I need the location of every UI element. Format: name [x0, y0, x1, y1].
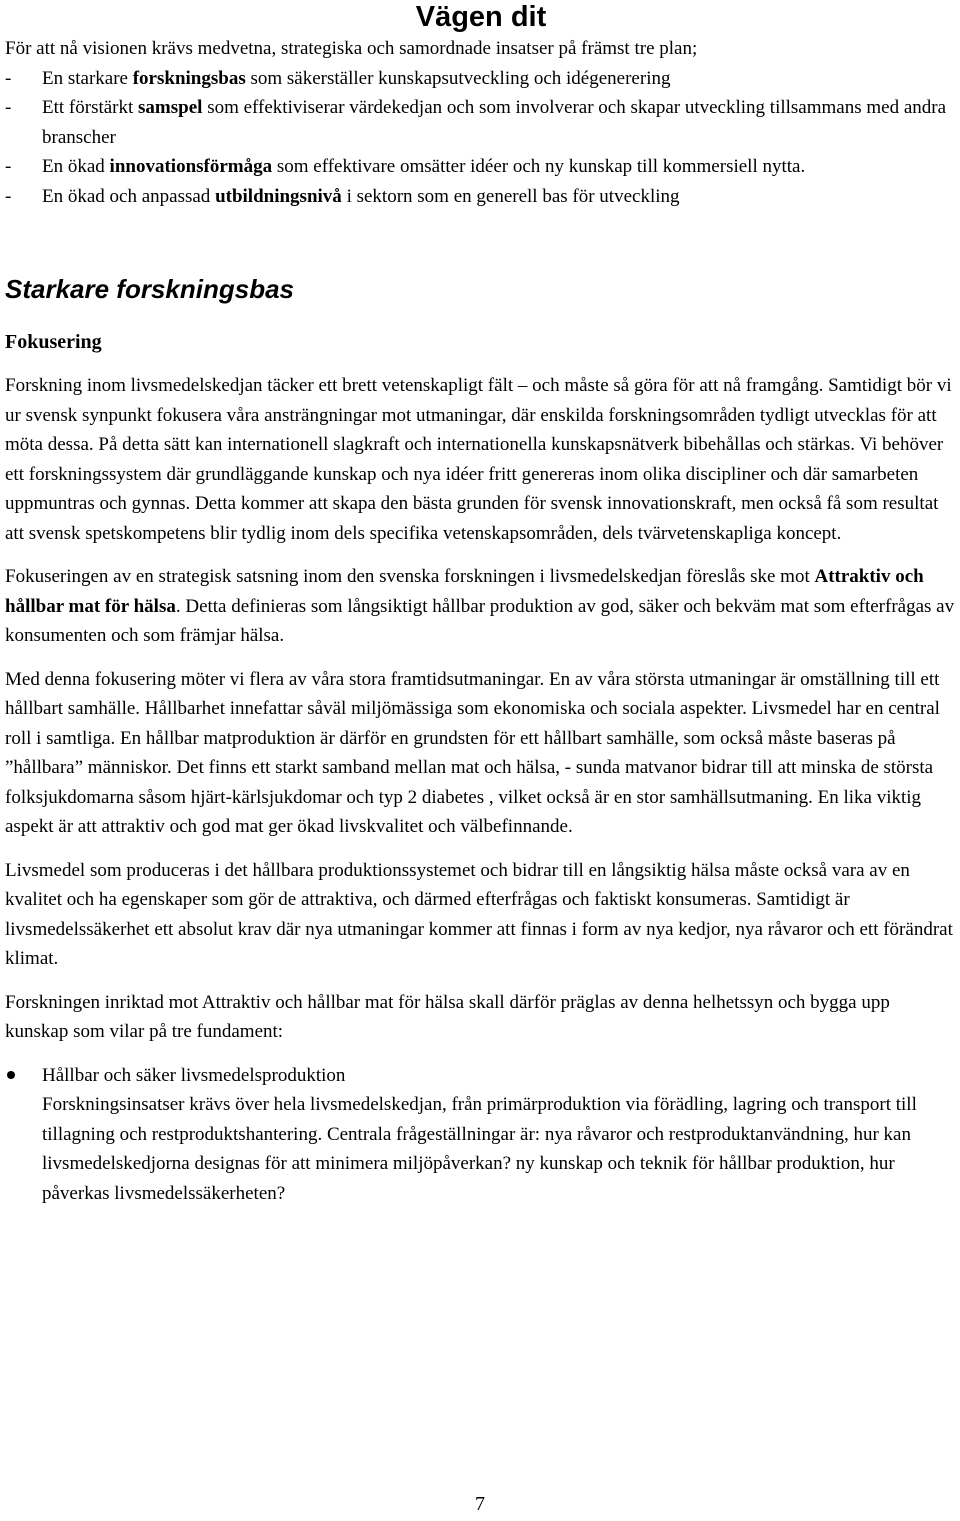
plan-item-research: - En starkare forskningsbas som säkerställer kunskapsutveckling och idégenerering: [5, 64, 957, 94]
document-page: [5, 0, 957, 1208]
fundament-item: [5, 1061, 957, 1209]
plan-item-collaboration: - Ett förstärkt samspel som effektiviserar värdekedjan och som involverar och skapar utveckling tillsammans med andra branscher: [5, 93, 957, 152]
body-paragraph-3: Med denna fokusering möter vi flera av våra stora framtidsutmaningar. En av våra största utmaningar är omställning till ett hållbart samhälle. Hållbarhet innefattar såväl miljömässiga som ekonomiska och sociala aspekter. Livsmedel har en central roll i samtliga. En hållbar matproduktion är därför en grundsten för ett hållbart samhälle, som också måste baseras på ”hållbara” människor. Det finns ett starkt samband mellan mat och hälsa, - sunda matvanor bidrar till att minska de största folksjukdomarna såsom hjärt-kärlsjukdomar och typ 2 diabetes , vilket också är en stor samhällsutmaning. En lika viktig aspekt är att attraktiv och god mat ger ökad livskvalitet och välbefinnande.: [5, 668, 940, 837]
plan-keyword: forskningsbas: [132, 67, 246, 89]
plan-keyword: innovationsförmåga: [109, 156, 273, 177]
subsection-heading: Fokusering: [5, 331, 102, 353]
focus-term: Attraktiv och hållbar mat för hälsa: [5, 566, 924, 617]
page-number: 7: [475, 1493, 485, 1515]
plan-item-innovation: - En ökad innovationsförmåga som effektivare omsätter idéer och ny kunskap till kommersiell nytta.: [5, 152, 957, 182]
body-paragraph-4: Livsmedel som produceras i det hållbara produktionssystemet och bidrar till en långsiktig hälsa måste också vara av en kvalitet och ha egenskaper som gör de attraktiva, och därmed efterfrågas och faktiskt konsumeras. Samtidigt är livsmedelssäkerhet ett absolut krav där nya utmaningar kommer att finnas i form av nya kedjor, nya råvaror och ett förändrat klimat.: [5, 859, 953, 969]
plan-item-education: - En ökad och anpassad utbildningsnivå i sektorn som en generell bas för utveckling: [5, 182, 957, 212]
plans-list: [5, 64, 957, 212]
dash-marker: -: [5, 67, 12, 89]
body-paragraph-1: Forskning inom livsmedelskedjan täcker ett brett vetenskapligt fält – och måste så göra för att nå framgång. Samtidigt bör vi ur svensk synpunkt fokusera våra ansträngningar mot utmaningar, där enskilda forskningsområden tydligt utvecklas för att möta dessa. På detta sätt kan internationell slagkraft och internationella kunskapsnätverk bibehållas och stärkas. Vi behöver ett forskningssystem där grundläggande kunskap och nya idéer fritt genereras inom olika discipliner och där samarbeten uppmuntras och gynnas. Detta kommer att skapa den bästa grunden för svensk innovationskraft, men också få som resultat att svensk spetskompetens blir tydlig inom dels specifika vetenskapsområden, dels tvärvetenskapliga koncept.: [5, 375, 952, 544]
dash-marker: -: [5, 185, 12, 207]
bullet-icon: [7, 1071, 15, 1079]
page-title: Vägen dit: [415, 1, 547, 33]
plan-keyword: samspel: [138, 97, 203, 118]
section-heading: Starkare forskningsbas: [5, 274, 295, 304]
fundament-title: Hållbar och säker livsmedelsproduktion: [42, 1064, 346, 1086]
fundaments-list: [5, 1061, 957, 1209]
dash-marker: -: [5, 97, 12, 118]
body-paragraph-5: Forskningen inriktad mot Attraktiv och hållbar mat för hälsa skall därför präglas av denna helhetssyn och bygga upp kunskap som vilar på tre fundament:: [5, 991, 890, 1042]
body-paragraph-2: Fokuseringen av en strategisk satsning inom den svenska forskningen i livsmedelskedjan föreslås ske mot Attraktiv och hållbar mat för hälsa. Detta definieras som långsiktigt hållbar produktion av god, säker och bekväm mat som efterfrågas av konsumenten och som främjar hälsa.: [5, 566, 955, 646]
fundament-text: Forskningsinsatser krävs över hela livsmedelskedjan, från primärproduktion via förädling, lagring och transport till tillagning och restproduktshantering. Centrala frågeställningar är: nya råvaror och restproduktanvändning, hur kan livsmedelskedjorna designas för att minimera miljöpåverkan? ny kunskap och teknik för hållbar produktion, hur påverkas livsmedelssäkerheten?: [42, 1094, 917, 1204]
intro-paragraph: För att nå visionen krävs medvetna, strategiska och samordnade insatser på främst tre plan;: [5, 38, 698, 59]
plan-keyword: utbildningsnivå: [215, 185, 342, 207]
dash-marker: -: [5, 156, 12, 177]
